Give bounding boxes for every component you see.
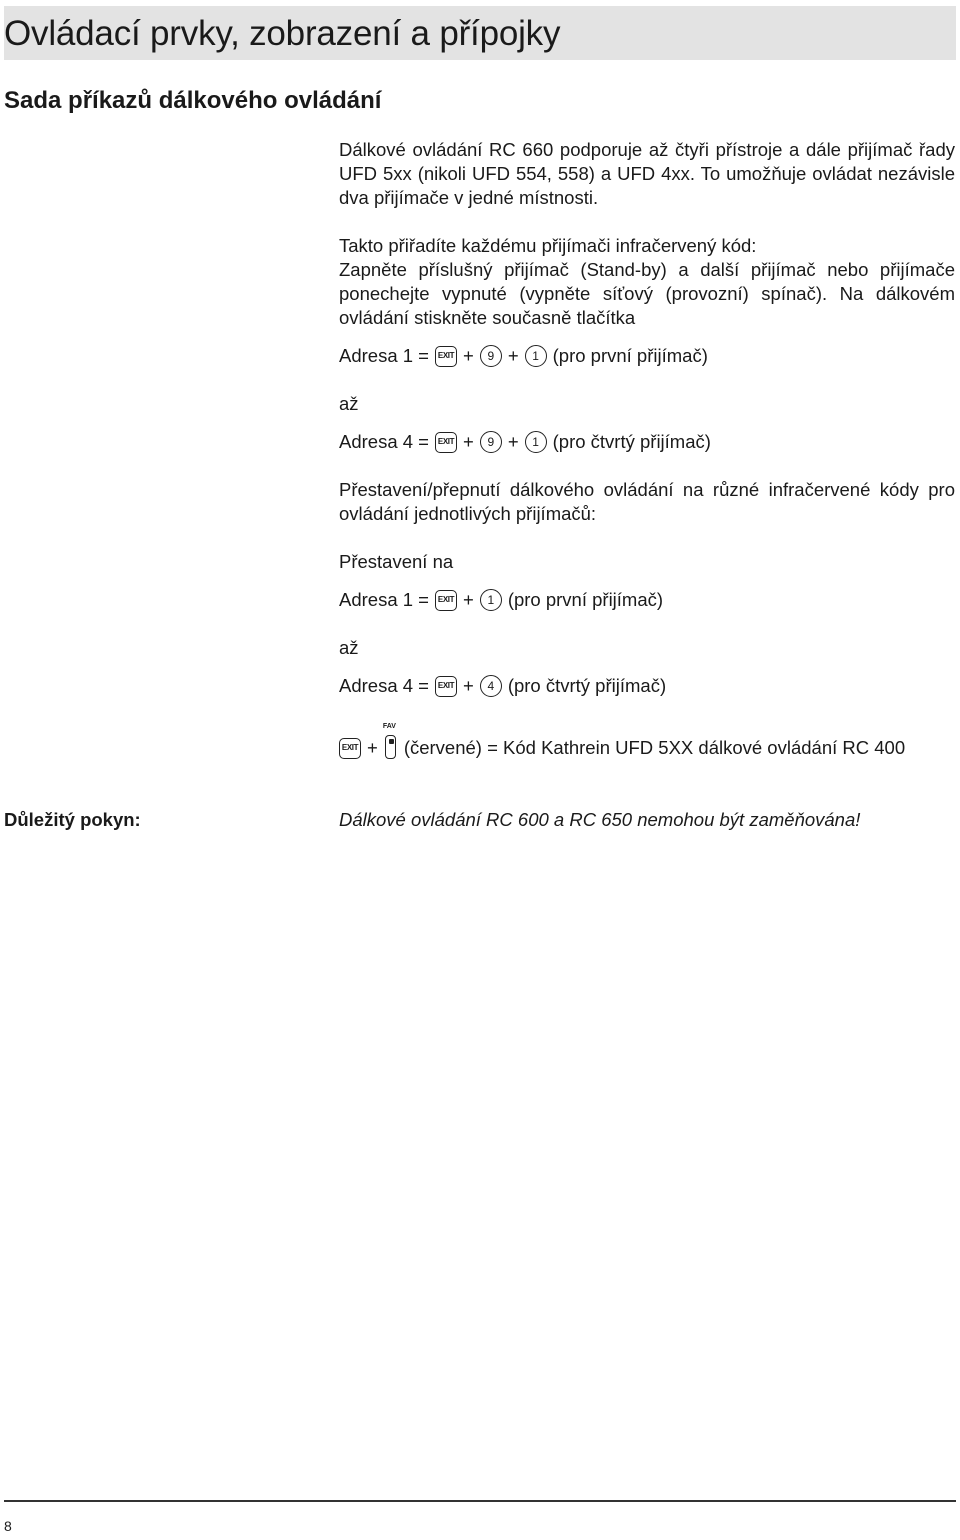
address-label: Adresa 4 =	[339, 675, 429, 696]
number-key-icon: 1	[525, 431, 547, 453]
plus-sign: +	[507, 431, 519, 452]
exit-key-icon: EXIT	[435, 432, 457, 453]
number-key-icon: 9	[480, 345, 502, 367]
address-suffix: (pro první přijímač)	[507, 589, 664, 610]
plus-sign: +	[507, 345, 519, 366]
exit-key-icon: EXIT	[435, 346, 457, 367]
number-key-icon: 1	[525, 345, 547, 367]
address-label: Adresa 1 =	[339, 589, 429, 610]
number-key-icon: 4	[480, 675, 502, 697]
reset-address-1-combo	[339, 588, 955, 612]
number-key-icon: 9	[480, 431, 502, 453]
fav-key-icon	[382, 723, 398, 761]
exit-key-icon: EXIT	[435, 676, 457, 697]
fav-key-label: FAV	[382, 723, 396, 730]
assign-paragraph: Zapněte příslušný přijímač (Stand-by) a další přijímač nebo přijímače ponechejte vypnuté (vypněte síťový (provozní) spínač). Na dálkovém ovládání stiskněte současně tlačítka	[339, 259, 955, 328]
address-1-combo	[339, 344, 955, 368]
address-label: Adresa 4 =	[339, 431, 429, 452]
exit-key-icon: EXIT	[339, 738, 361, 759]
section-title: Sada příkazů dálkového ovládání	[4, 87, 382, 114]
page-title: Ovládací prvky, zobrazení a přípojky	[4, 14, 561, 53]
exit-key-icon: EXIT	[435, 590, 457, 611]
plus-sign: +	[367, 737, 378, 758]
address-suffix: (pro čtvrtý přijímač)	[552, 431, 711, 452]
plus-sign: +	[463, 431, 474, 452]
reset-address-4-combo	[339, 674, 955, 698]
footer-rule	[4, 1500, 956, 1502]
important-note-label: Důležitý pokyn:	[4, 809, 141, 830]
plus-sign: +	[463, 589, 474, 610]
kathrein-code-text: (červené) = Kód Kathrein UFD 5XX dálkové ovládání RC 400	[403, 737, 906, 758]
fav-key-body	[385, 735, 396, 759]
intro-paragraph: Dálkové ovládání RC 660 podporuje až čtyři přístroje a dále přijímač řady UFD 5xx (nikoli UFD 554, 558) a UFD 4xx. To umožňuje ovládat nezávisle dva přijímače v jedné místnosti.	[339, 139, 955, 208]
content-column	[339, 138, 955, 760]
page-number: 8	[4, 1518, 12, 1534]
address-label: Adresa 1 =	[339, 345, 429, 366]
assign-intro: Takto přiřadíte každému přijímači infračervený kód:	[339, 235, 757, 256]
plus-sign: +	[463, 345, 474, 366]
address-suffix: (pro čtvrtý přijímač)	[507, 675, 667, 696]
reset-paragraph: Přestavení/přepnutí dálkového ovládání na různé infračervené kódy pro ovládání jednotlivých přijímačů:	[339, 479, 955, 524]
address-4-combo	[339, 430, 955, 454]
important-note-text: Dálkové ovládání RC 600 a RC 650 nemohou být zaměňována!	[339, 809, 861, 830]
address-suffix: (pro první přijímač)	[552, 345, 708, 366]
number-key-icon: 1	[480, 589, 502, 611]
kathrein-code-combo	[339, 723, 955, 760]
until-text: až	[339, 637, 359, 658]
plus-sign: +	[463, 675, 474, 696]
reset-to-label: Přestavení na	[339, 551, 454, 572]
until-text: až	[339, 393, 359, 414]
